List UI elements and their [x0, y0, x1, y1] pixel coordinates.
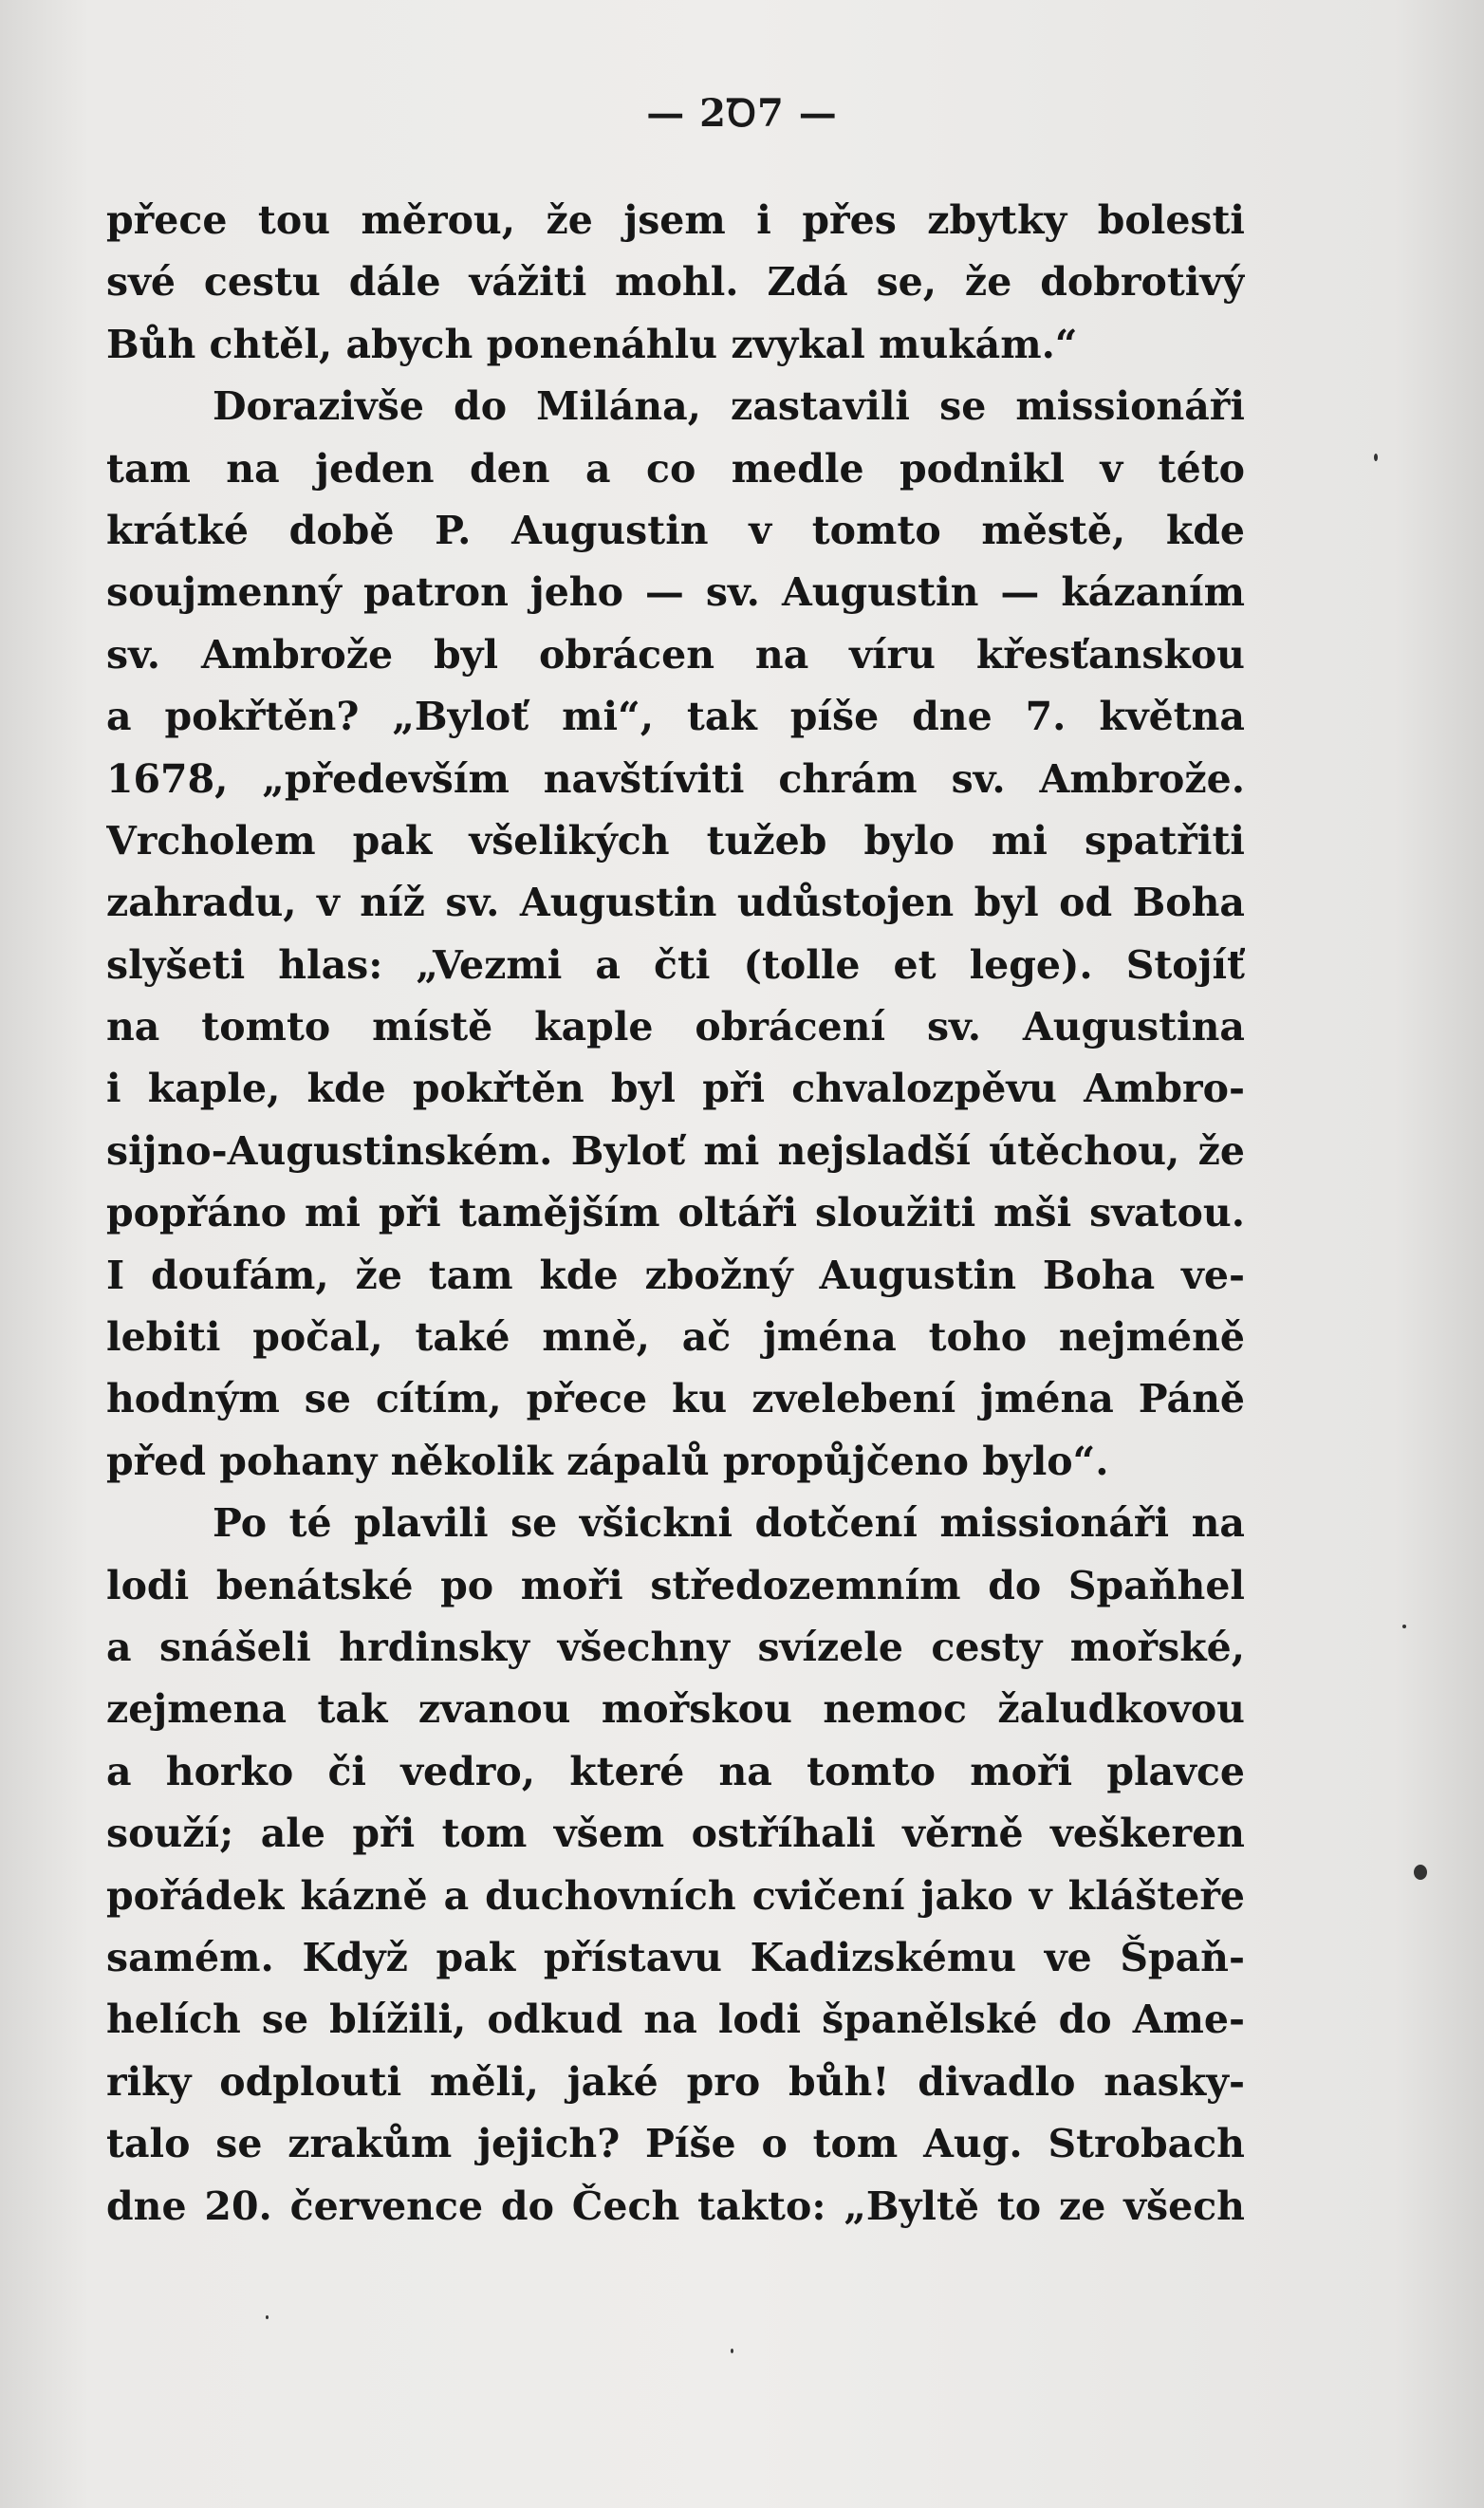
text-line-25: zejmena tak zvanou mořskou nemoc žaludkovou — [106, 1686, 1245, 1733]
scan-speck — [266, 2315, 269, 2319]
text-line-30: helích se blížili, odkud na lodi španělské do Ame- — [106, 1997, 1245, 2043]
text-line-23: lodi benátské po moři středozemním do Spaňhel — [106, 1562, 1245, 1608]
text-line-7: soujmenný patron jeho — sv. Augustin — kázaním — [106, 569, 1245, 616]
text-line-15: i kaple, kde pokřtěn byl při chvalozpěvu Ambro- — [106, 1066, 1245, 1112]
text-line-16: sijno-Augustinském. Byloť mi nejsladší útěchou, že — [106, 1127, 1245, 1174]
scan-speck — [731, 2349, 733, 2353]
text-line-27: souží; ale při tom všem ostříhali věrně veškeren — [106, 1811, 1245, 1857]
text-line-8: sv. Ambrože byl obrácen na víru křesťanskou — [106, 631, 1245, 678]
text-line-17: popřáno mi při tamějším oltáři sloužiti mši svatou. — [106, 1190, 1245, 1236]
text-line-11: Vrcholem pak všelikých tužeb bylo mi spatřiti — [106, 817, 1245, 864]
text-line-1: přece tou měrou, že jsem i přes zbytky bolesti — [106, 197, 1245, 243]
text-line-18: I doufám, že tam kde zbožný Augustin Boha ve- — [106, 1252, 1245, 1298]
text-line-13: slyšeti hlas: „Vezmi a čti (tolle et lege). Stojíť — [106, 941, 1245, 988]
text-line-22: Po té plavili se všickni dotčení missionáři na — [213, 1500, 1245, 1547]
text-line-9: a pokřtěn? „Byloť mi“, tak píše dne 7. května — [106, 694, 1245, 740]
text-line-2: své cestu dále vážiti mohl. Zdá se, že dobrotivý — [106, 259, 1245, 306]
text-line-33: dne 20. července do Čech takto: „Byltě to ze všech — [106, 2183, 1245, 2229]
text-line-6: krátké době P. Augustin v tomto městě, kde — [106, 507, 1245, 553]
text-line-24: a snášeli hrdinsky všechny svízele cesty mořské, — [106, 1624, 1245, 1670]
page-number: — 2Ꝺ7 — — [646, 91, 838, 136]
text-line-4: Dorazivše do Milána, zastavili se missionáři — [213, 383, 1245, 430]
text-line-29: samém. Když pak přístavu Kadizskému ve Špaň- — [106, 1934, 1245, 1980]
text-line-28: pořádek kázně a duchovních cvičení jako v klášteře — [106, 1872, 1245, 1919]
text-line-32: talo se zrakům jejich? Píše o tom Aug. Strobach — [106, 2121, 1245, 2167]
text-line-5: tam na jeden den a co medle podnikl v této — [106, 445, 1245, 492]
text-line-3: Bůh chtěl, abych ponenáhlu zvykal mukám.“ — [106, 321, 1078, 367]
scan-speck — [1374, 454, 1378, 461]
text-line-14: na tomto místě kaple obrácení sv. Augustina — [106, 1004, 1245, 1050]
text-line-20: hodným se cítím, přece ku zvelebení jména Páně — [106, 1376, 1245, 1422]
text-line-19: lebiti počal, také mně, ač jména toho nejméně — [106, 1314, 1245, 1361]
text-line-21: před pohany několik zápalů propůjčeno bylo“. — [106, 1438, 1109, 1484]
page-body-text — [106, 190, 1245, 2238]
text-line-12: zahradu, v níž sv. Augustin udůstojen byl od Boha — [106, 880, 1245, 926]
text-line-26: a horko či vedro, které na tomto moři plavce — [106, 1748, 1245, 1794]
scan-speck — [1402, 1625, 1406, 1628]
text-line-10: 1678, „především navštíviti chrám sv. Ambrože. — [106, 755, 1245, 802]
text-line-31: riky odplouti měli, jaké pro bůh! divadlo nasky- — [106, 2058, 1245, 2105]
scan-speck — [1414, 1865, 1427, 1880]
